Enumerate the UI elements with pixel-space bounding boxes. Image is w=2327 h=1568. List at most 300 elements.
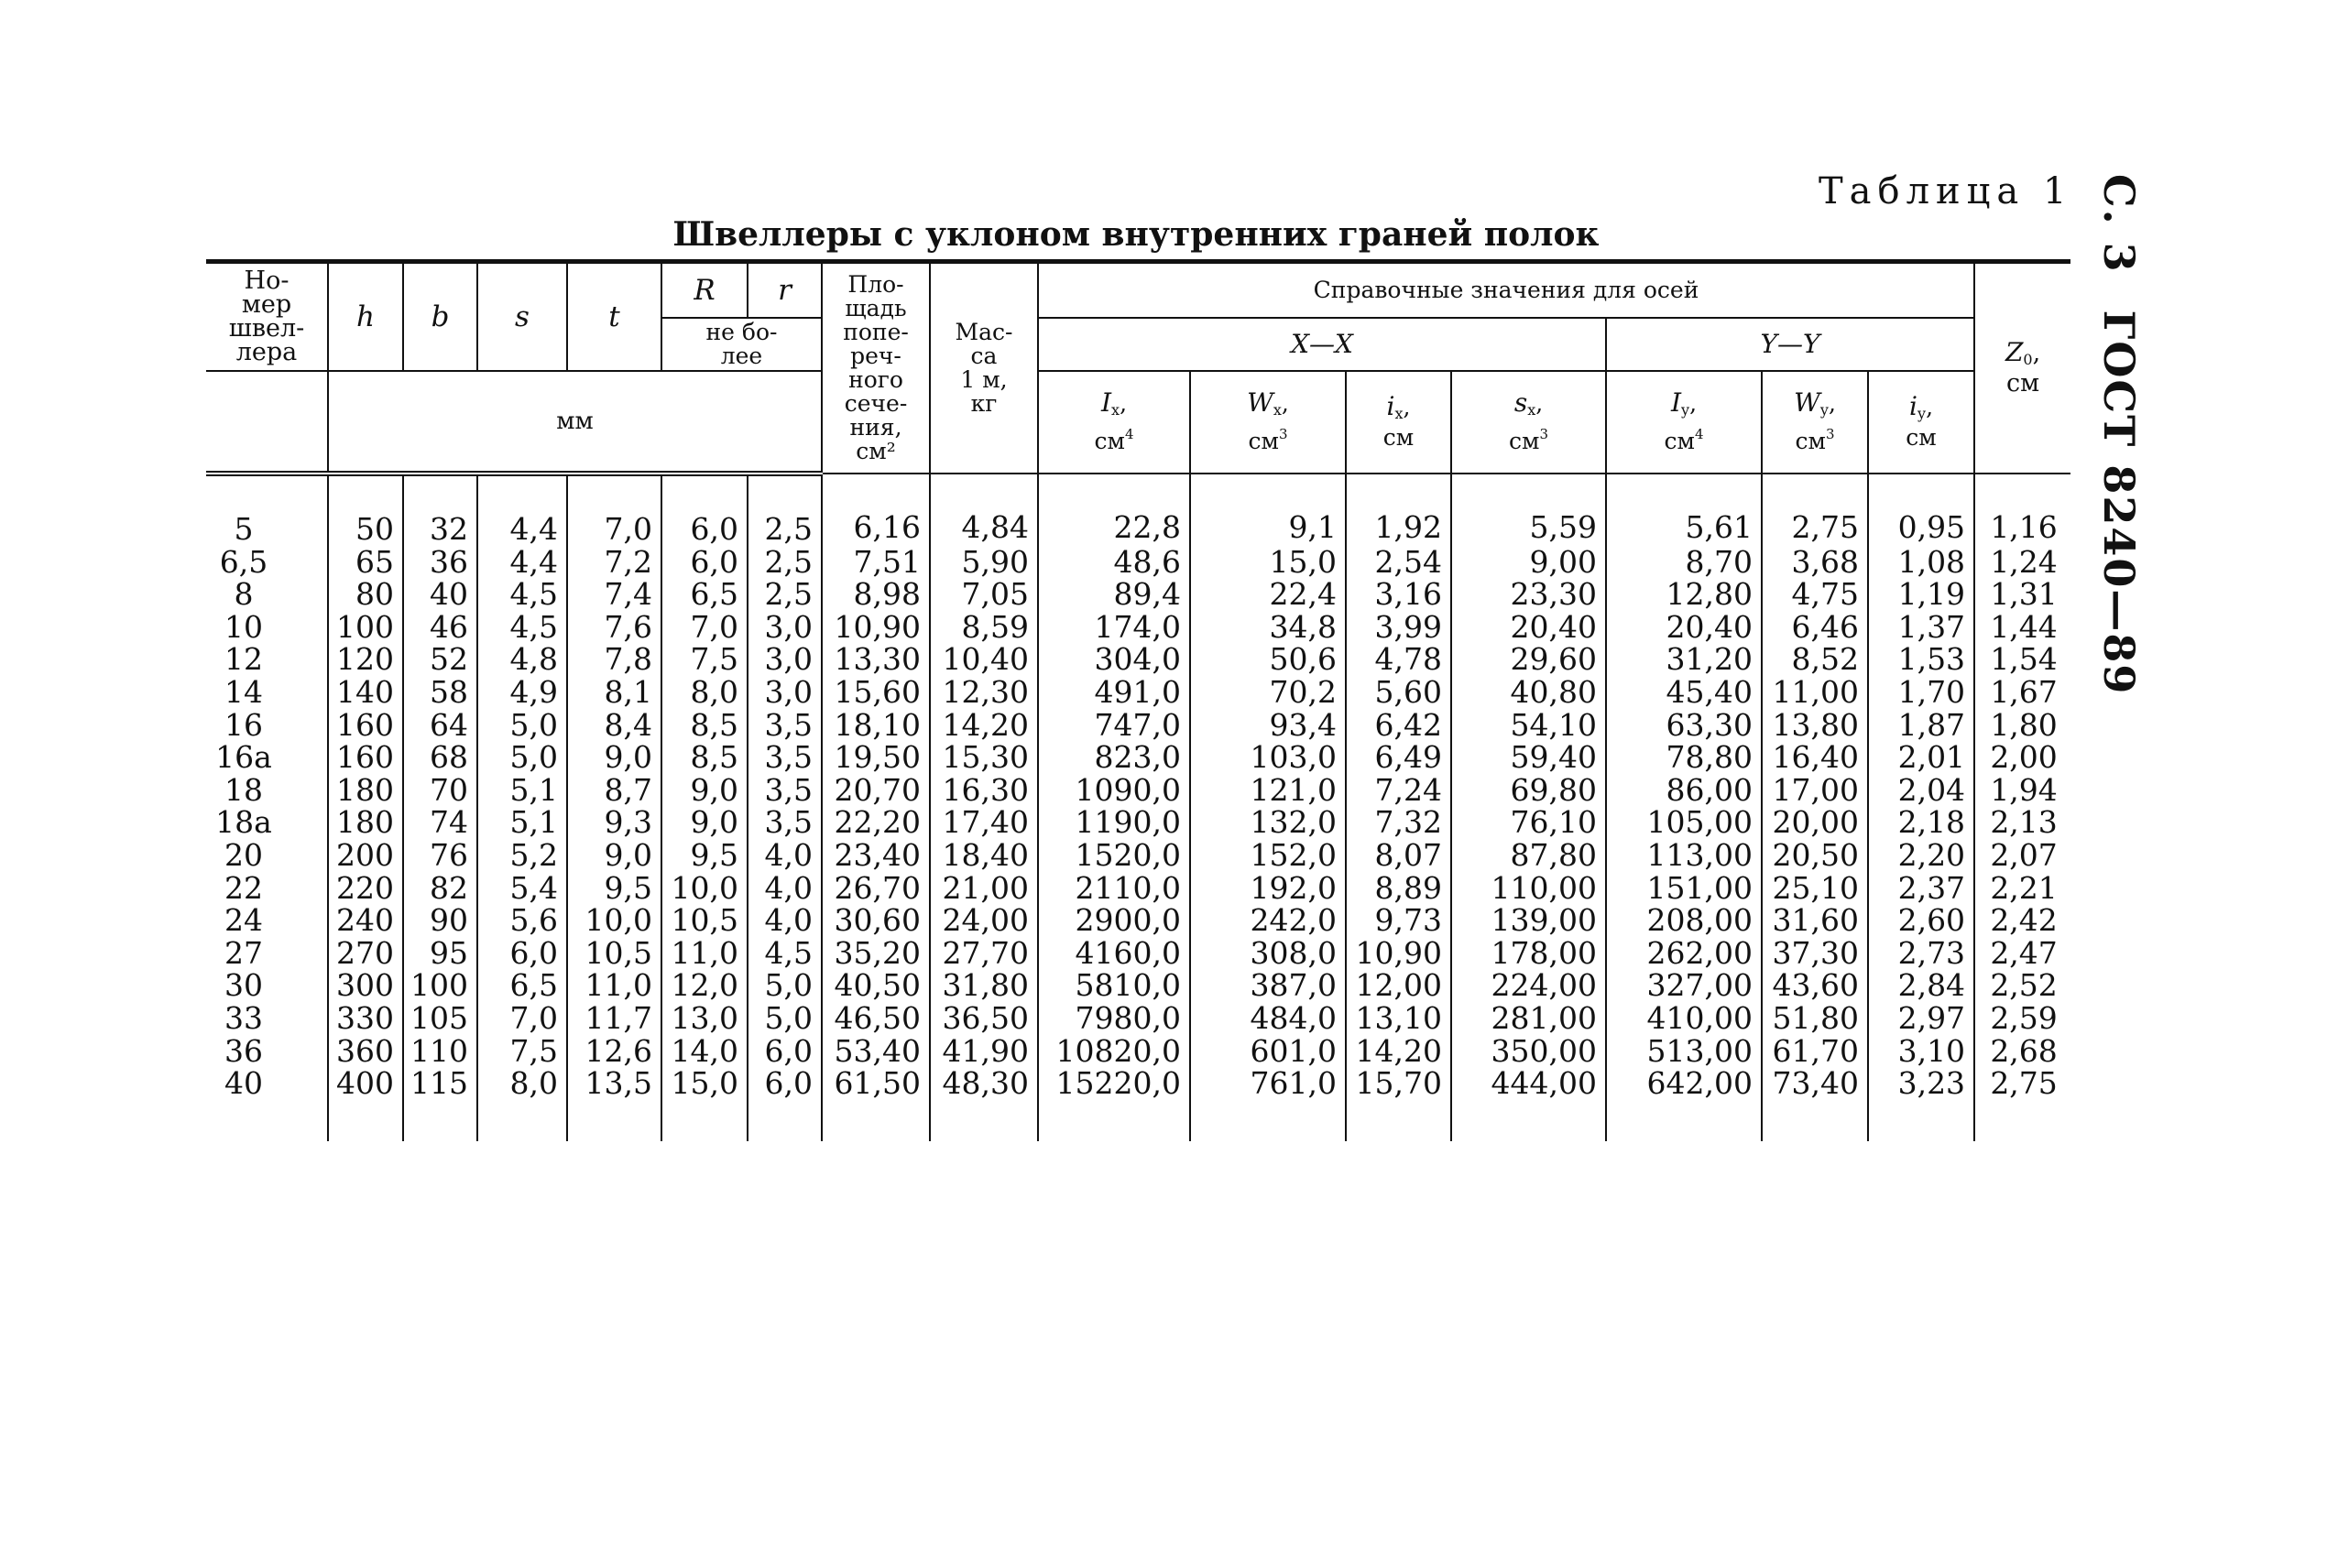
table-cell: 9,1 [1190, 474, 1346, 546]
table-cell: 444,00 [1451, 1067, 1606, 1141]
table-cell: 3,0 [748, 676, 822, 709]
table-cell: 70,2 [1190, 676, 1346, 709]
table-cell: 70 [403, 774, 477, 807]
table-cell: 308,0 [1190, 937, 1346, 970]
table-cell: 40 [403, 578, 477, 611]
header-axis-y: Y—Y [1606, 318, 1974, 371]
table-cell: 5,1 [477, 806, 567, 839]
table-cell: 9,5 [567, 872, 661, 905]
header-t: t [567, 262, 661, 372]
table-cell: 5,1 [477, 774, 567, 807]
table-cell: 2,20 [1868, 839, 1974, 872]
row-number-cell: 14 [224, 673, 263, 710]
table-cell: 86,00 [1606, 774, 1762, 807]
table-cell: 140 [328, 676, 403, 709]
table-cell: 4,5 [748, 937, 822, 970]
table-cell: 76,10 [1451, 806, 1606, 839]
table-cell: 2,5 [748, 546, 822, 579]
table-cell: 8,5 [661, 709, 748, 742]
table-cell: 491,0 [1038, 676, 1190, 709]
table-cell: 53,40 [822, 1035, 930, 1068]
table-cell: 68 [403, 741, 477, 774]
header-r: r [748, 262, 822, 319]
table-cell: 4,75 [1762, 578, 1868, 611]
table-cell: 48,6 [1038, 546, 1190, 579]
header-Ix: $I_x$, $см^4$ [1038, 371, 1190, 474]
table-cell: 13,5 [567, 1067, 661, 1141]
table-cell: 18,40 [930, 839, 1038, 872]
table-cell: 82 [403, 872, 477, 905]
table-cell: 139,00 [1451, 904, 1606, 937]
row-number-cell: 12 [224, 641, 263, 678]
table-cell: 192,0 [1190, 872, 1346, 905]
table-cell: 10,90 [1346, 937, 1451, 970]
table-cell: 50,6 [1190, 643, 1346, 676]
table-cell: 823,0 [1038, 741, 1190, 774]
table-cell: 7,0 [477, 1002, 567, 1035]
table-cell: 174,0 [1038, 611, 1190, 644]
table-cell: 9,0 [567, 839, 661, 872]
table-cell: 58 [403, 676, 477, 709]
table-cell: 1,37 [1868, 611, 1974, 644]
row-number-cell: 30 [224, 967, 263, 1004]
row-number-cell: 24 [224, 902, 263, 939]
table-row [206, 643, 2070, 676]
header-s: s [477, 262, 567, 372]
table-cell: 17,00 [1762, 774, 1868, 807]
row-number-cell: 10 [224, 608, 263, 645]
table-cell: 270 [328, 937, 403, 970]
table-cell: 4,4 [477, 546, 567, 579]
table-cell: 7,0 [567, 474, 661, 546]
table-cell: 2,75 [1974, 1067, 2070, 1141]
table-cell: 10,5 [661, 904, 748, 937]
table-cell: 2900,0 [1038, 904, 1190, 937]
table-cell: 387,0 [1190, 969, 1346, 1002]
table-cell: 45,40 [1606, 676, 1762, 709]
table-cell: 7,05 [930, 578, 1038, 611]
table-cell: 4,0 [748, 872, 822, 905]
table-cell: 36 [403, 546, 477, 579]
table-cell: 300 [328, 969, 403, 1002]
table-cell: 14,20 [1346, 1035, 1451, 1068]
table-cell: 1,53 [1868, 643, 1974, 676]
table-cell: 4,78 [1346, 643, 1451, 676]
table-cell: 5,59 [1451, 474, 1606, 546]
table-cell: 2,54 [1346, 546, 1451, 579]
table-row [206, 546, 2070, 579]
table-cell: 80 [328, 578, 403, 611]
table-cell: 15,70 [1346, 1067, 1451, 1141]
table-cell: 2,59 [1974, 1002, 2070, 1035]
table-cell: 10,40 [930, 643, 1038, 676]
table-cell: 513,00 [1606, 1035, 1762, 1068]
table-cell: 15,60 [822, 676, 930, 709]
table-cell: 16,30 [930, 774, 1038, 807]
table-cell: 224,00 [1451, 969, 1606, 1002]
table-cell: 52 [403, 643, 477, 676]
table-row [206, 774, 2070, 807]
table-cell: 110,00 [1451, 872, 1606, 905]
table-cell: 3,0 [748, 643, 822, 676]
table-cell: 200 [328, 839, 403, 872]
table-cell: 64 [403, 709, 477, 742]
table-cell: 1090,0 [1038, 774, 1190, 807]
table-cell: 281,00 [1451, 1002, 1606, 1035]
table-cell: 59,40 [1451, 741, 1606, 774]
table-cell: 178,00 [1451, 937, 1606, 970]
table-cell: 29,60 [1451, 643, 1606, 676]
table-cell: 2,37 [1868, 872, 1974, 905]
table-cell: 30,60 [822, 904, 930, 937]
table-cell: 61,50 [822, 1067, 930, 1141]
table-cell: 1,44 [1974, 611, 2070, 644]
table-cell: 115 [403, 1067, 477, 1141]
table-cell: 330 [328, 1002, 403, 1035]
table-cell: 46,50 [822, 1002, 930, 1035]
table-cell: 1,24 [1974, 546, 2070, 579]
table-row [206, 1035, 2070, 1068]
table-cell: 51,80 [1762, 1002, 1868, 1035]
row-number-cell: 22 [224, 869, 263, 906]
table-cell: 2,5 [748, 578, 822, 611]
table-cell: 410,00 [1606, 1002, 1762, 1035]
table-cell: 74 [403, 806, 477, 839]
table-cell: 484,0 [1190, 1002, 1346, 1035]
header-number: Но- мер швел- лера [206, 262, 328, 372]
table-cell: 13,30 [822, 643, 930, 676]
table-row [206, 578, 2070, 611]
table-cell: 7,5 [477, 1035, 567, 1068]
table-cell: 2,60 [1868, 904, 1974, 937]
standard-designation: ГОСТ 8240—89 [2094, 310, 2144, 696]
table-cell: 90 [403, 904, 477, 937]
table-cell: 1,16 [1974, 474, 2070, 546]
table-cell: 105 [403, 1002, 477, 1035]
table-cell: 1,70 [1868, 676, 1974, 709]
table-cell: 76 [403, 839, 477, 872]
table-cell: 12,80 [1606, 578, 1762, 611]
table-cell: 2,5 [748, 474, 822, 546]
table-cell: 13,80 [1762, 709, 1868, 742]
table-cell: 2,73 [1868, 937, 1974, 970]
table-cell: 5,4 [477, 872, 567, 905]
table-cell: 8,59 [930, 611, 1038, 644]
table-cell: 24,00 [930, 904, 1038, 937]
table-cell: 8,0 [477, 1067, 567, 1141]
table-cell: 152,0 [1190, 839, 1346, 872]
table-cell: 31,20 [1606, 643, 1762, 676]
table-cell: 103,0 [1190, 741, 1346, 774]
table-cell: 180 [328, 806, 403, 839]
table-row [206, 474, 2070, 546]
channel-table [206, 259, 2070, 1141]
table-cell: 0,95 [1868, 474, 1974, 546]
table-cell: 7,6 [567, 611, 661, 644]
table-cell: 2,42 [1974, 904, 2070, 937]
table-cell: 8,98 [822, 578, 930, 611]
table-cell: 6,46 [1762, 611, 1868, 644]
header-Sx: $s_x$, $см^3$ [1451, 371, 1606, 474]
table-cell: 7,51 [822, 546, 930, 579]
table-cell: 7980,0 [1038, 1002, 1190, 1035]
row-number-cell: 18 [224, 771, 263, 808]
table-cell: 350,00 [1451, 1035, 1606, 1068]
table-cell: 105,00 [1606, 806, 1762, 839]
table-cell: 3,0 [748, 611, 822, 644]
table-row [206, 1002, 2070, 1035]
table-cell: 8,89 [1346, 872, 1451, 905]
table-cell: 110 [403, 1035, 477, 1068]
table-cell: 242,0 [1190, 904, 1346, 937]
header-b: b [403, 262, 477, 372]
table-cell: 6,0 [477, 937, 567, 970]
table-cell: 4,9 [477, 676, 567, 709]
table-cell: 1,92 [1346, 474, 1451, 546]
table-cell: 220 [328, 872, 403, 905]
table-cell: 95 [403, 937, 477, 970]
table-cell: 73,40 [1762, 1067, 1868, 1141]
table-cell: 1,31 [1974, 578, 2070, 611]
table-cell: 22,8 [1038, 474, 1190, 546]
table-cell: 8,70 [1606, 546, 1762, 579]
table-cell: 12,00 [1346, 969, 1451, 1002]
table-cell: 7,8 [567, 643, 661, 676]
header-number-gap [206, 371, 328, 474]
table-cell: 6,0 [748, 1035, 822, 1068]
table-cell: 8,7 [567, 774, 661, 807]
table-cell: 34,8 [1190, 611, 1346, 644]
table-cell: 12,30 [930, 676, 1038, 709]
table-cell: 2,21 [1974, 872, 2070, 905]
table-cell: 9,0 [567, 741, 661, 774]
table-cell: 9,3 [567, 806, 661, 839]
table-cell: 9,00 [1451, 546, 1606, 579]
table-cell: 1,67 [1974, 676, 2070, 709]
table-cell: 11,0 [661, 937, 748, 970]
table-cell: 151,00 [1606, 872, 1762, 905]
table-cell: 2,04 [1868, 774, 1974, 807]
table-cell: 4,0 [748, 839, 822, 872]
table-cell: 21,00 [930, 872, 1038, 905]
header-z0: $Z_0$, см [1974, 262, 2070, 474]
table-cell: 5,0 [477, 709, 567, 742]
table-cell: 6,16 [822, 474, 930, 546]
table-cell: 9,73 [1346, 904, 1451, 937]
table-cell: 31,60 [1762, 904, 1868, 937]
table-cell: 13,10 [1346, 1002, 1451, 1035]
table-cell: 6,5 [477, 969, 567, 1002]
table-cell: 3,68 [1762, 546, 1868, 579]
table-cell: 400 [328, 1067, 403, 1141]
table-cell: 180 [328, 774, 403, 807]
header-Wy: $W_y$, $см^3$ [1762, 371, 1868, 474]
table-row [206, 1067, 2070, 1141]
header-iy: $i_y$, см [1868, 371, 1974, 474]
table-row [206, 839, 2070, 872]
table-cell: 5,0 [477, 741, 567, 774]
table-cell: 3,5 [748, 806, 822, 839]
table-cell: 26,70 [822, 872, 930, 905]
table-cell: 160 [328, 709, 403, 742]
table-cell: 3,5 [748, 741, 822, 774]
row-number-cell: 27 [224, 934, 263, 971]
table-cell: 17,40 [930, 806, 1038, 839]
table-cell: 15,0 [1190, 546, 1346, 579]
table-cell: 9,5 [661, 839, 748, 872]
header-Iy: $I_y$, $см^4$ [1606, 371, 1762, 474]
header-area: Пло- щадь попе- реч- ного сече- ния, см² [822, 262, 930, 474]
table-cell: 43,60 [1762, 969, 1868, 1002]
table-row [206, 676, 2070, 709]
table-cell: 4,8 [477, 643, 567, 676]
table-cell: 2,84 [1868, 969, 1974, 1002]
table-cell: 6,0 [661, 474, 748, 546]
header-mass: Мас- са 1 м, кг [930, 262, 1038, 474]
table-cell: 87,80 [1451, 839, 1606, 872]
table-cell: 2,00 [1974, 741, 2070, 774]
table-cell: 11,0 [567, 969, 661, 1002]
table-cell: 747,0 [1038, 709, 1190, 742]
table-cell: 22,20 [822, 806, 930, 839]
table-cell: 5,61 [1606, 474, 1762, 546]
table-cell: 11,7 [567, 1002, 661, 1035]
table-cell: 121,0 [1190, 774, 1346, 807]
table-cell: 5,0 [748, 969, 822, 1002]
table-cell: 14,0 [661, 1035, 748, 1068]
table-cell: 7,5 [661, 643, 748, 676]
table-row [206, 872, 2070, 905]
table-cell: 89,4 [1038, 578, 1190, 611]
row-number-cell: 8 [234, 576, 254, 613]
table-cell: 65 [328, 546, 403, 579]
table-cell: 9,0 [661, 806, 748, 839]
table-cell: 360 [328, 1035, 403, 1068]
table-label: Таблица 1 [1819, 170, 2073, 212]
table-cell: 113,00 [1606, 839, 1762, 872]
table-cell: 20,50 [1762, 839, 1868, 872]
table-cell: 5,0 [748, 1002, 822, 1035]
header-reference: Справочные значения для осей [1038, 262, 1974, 319]
table-cell: 78,80 [1606, 741, 1762, 774]
table-cell: 4,5 [477, 611, 567, 644]
table-cell: 23,30 [1451, 578, 1606, 611]
table-cell: 601,0 [1190, 1035, 1346, 1068]
table-cell: 160 [328, 741, 403, 774]
table-cell: 10,0 [567, 904, 661, 937]
table-cell: 208,00 [1606, 904, 1762, 937]
table-cell: 11,00 [1762, 676, 1868, 709]
table-cell: 9,0 [661, 774, 748, 807]
table-cell: 3,5 [748, 709, 822, 742]
table-cell: 3,99 [1346, 611, 1451, 644]
header-R: R [661, 262, 748, 319]
table-cell: 3,23 [1868, 1067, 1974, 1141]
table-cell: 69,80 [1451, 774, 1606, 807]
table-cell: 5,90 [930, 546, 1038, 579]
table-cell: 2110,0 [1038, 872, 1190, 905]
table-row [206, 611, 2070, 644]
table-cell: 1,94 [1974, 774, 2070, 807]
row-number-cell: 16 [224, 706, 263, 743]
table-row [206, 937, 2070, 970]
table-cell: 4,5 [477, 578, 567, 611]
table-cell: 5,6 [477, 904, 567, 937]
table-cell: 20,40 [1606, 611, 1762, 644]
table-cell: 4160,0 [1038, 937, 1190, 970]
table-cell: 12,6 [567, 1035, 661, 1068]
table-cell: 10,0 [661, 872, 748, 905]
row-number-cell: 36 [224, 1032, 263, 1069]
table-cell: 2,18 [1868, 806, 1974, 839]
row-number-cell: 16а [215, 739, 272, 776]
table-cell: 63,30 [1606, 709, 1762, 742]
table-cell: 1,87 [1868, 709, 1974, 742]
header-units-mm: мм [328, 371, 822, 474]
header-ix: $i_x$, см [1346, 371, 1451, 474]
table-cell: 10,90 [822, 611, 930, 644]
row-number-cell: 33 [224, 999, 263, 1036]
table-cell: 16,40 [1762, 741, 1868, 774]
table-cell: 41,90 [930, 1035, 1038, 1068]
table-cell: 8,5 [661, 741, 748, 774]
table-cell: 37,30 [1762, 937, 1868, 970]
table-cell: 14,20 [930, 709, 1038, 742]
table-cell: 3,16 [1346, 578, 1451, 611]
table-cell: 7,4 [567, 578, 661, 611]
table-cell: 40,50 [822, 969, 930, 1002]
table-cell: 8,52 [1762, 643, 1868, 676]
row-number-cell: 6,5 [219, 543, 268, 580]
table-cell: 132,0 [1190, 806, 1346, 839]
table-cell: 46 [403, 611, 477, 644]
table-cell: 262,00 [1606, 937, 1762, 970]
table-cell: 3,10 [1868, 1035, 1974, 1068]
table-cell: 40,80 [1451, 676, 1606, 709]
table-title: Швеллеры с уклоном внутренних граней полок [672, 215, 1600, 254]
table-cell: 5,2 [477, 839, 567, 872]
table-cell: 6,0 [748, 1067, 822, 1141]
table-cell: 1190,0 [1038, 806, 1190, 839]
table-cell: 327,00 [1606, 969, 1762, 1002]
table-cell: 32 [403, 474, 477, 546]
table-header [206, 262, 2070, 474]
table-cell: 15220,0 [1038, 1067, 1190, 1141]
table-cell: 25,10 [1762, 872, 1868, 905]
table-cell: 20,00 [1762, 806, 1868, 839]
table-cell: 20,40 [1451, 611, 1606, 644]
table-cell: 50 [328, 474, 403, 546]
table-cell: 6,5 [661, 578, 748, 611]
table-cell: 2,52 [1974, 969, 2070, 1002]
table-cell: 6,42 [1346, 709, 1451, 742]
table-cell: 1,54 [1974, 643, 2070, 676]
table-cell: 1,19 [1868, 578, 1974, 611]
table-cell: 3,5 [748, 774, 822, 807]
table-body [206, 474, 2070, 1141]
table-cell: 2,47 [1974, 937, 2070, 970]
table-cell: 6,0 [661, 546, 748, 579]
row-number-cell: 5 [234, 511, 254, 547]
table-cell: 4,4 [477, 474, 567, 546]
table-cell: 642,00 [1606, 1067, 1762, 1141]
table-cell: 2,75 [1762, 474, 1868, 546]
table-cell: 304,0 [1038, 643, 1190, 676]
table-cell: 7,2 [567, 546, 661, 579]
table-cell: 36,50 [930, 1002, 1038, 1035]
table-cell: 8,4 [567, 709, 661, 742]
row-number-cell: 20 [224, 836, 263, 873]
